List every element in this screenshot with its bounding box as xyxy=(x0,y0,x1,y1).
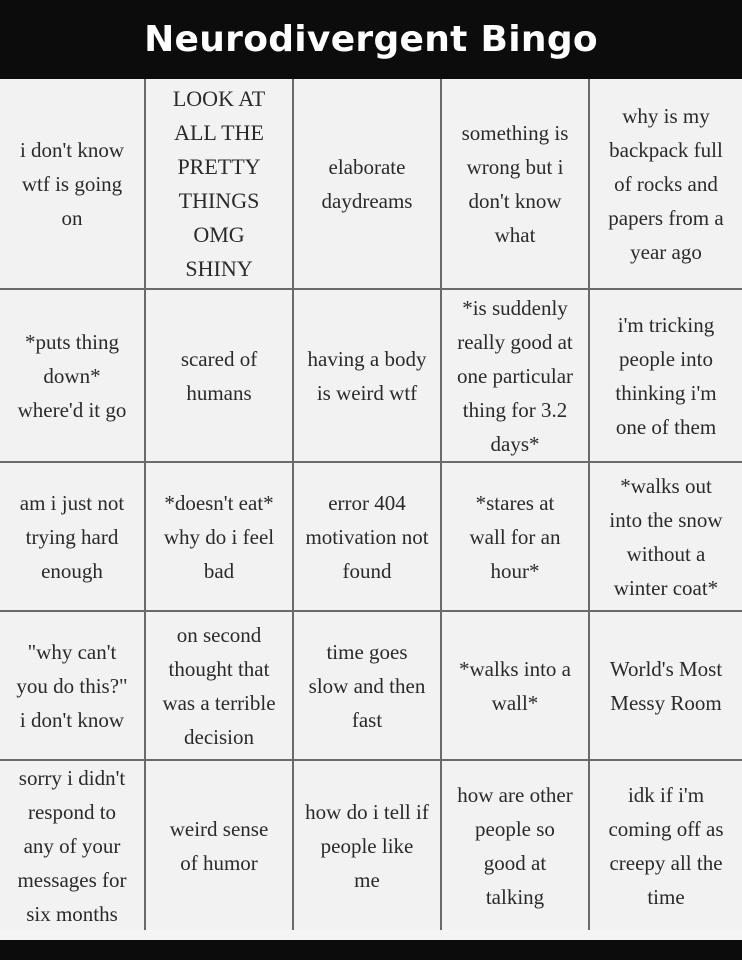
bingo-cell-text: i don't know wtf is going on xyxy=(19,137,125,230)
bingo-cell-text: having a body is weird wtf xyxy=(307,346,427,405)
bingo-cell-text: *stares at wall for an hour* xyxy=(469,490,561,583)
bingo-cell xyxy=(146,290,292,461)
bingo-cell xyxy=(146,463,292,610)
bingo-cell xyxy=(294,290,440,461)
bingo-cell xyxy=(294,79,440,288)
bingo-cell-text: how do i tell if people like me xyxy=(305,799,429,892)
bingo-cell xyxy=(0,612,144,759)
bingo-cell xyxy=(590,290,742,461)
bingo-cell-text: weird sense of humor xyxy=(169,816,269,875)
bingo-cell xyxy=(442,612,588,759)
bingo-cell xyxy=(146,761,292,930)
bingo-cell xyxy=(590,79,742,288)
bingo-cell-text: scared of humans xyxy=(180,346,258,405)
bingo-cell xyxy=(442,463,588,610)
bingo-cell xyxy=(294,463,440,610)
bingo-cell xyxy=(590,761,742,930)
bingo-cell xyxy=(294,612,440,759)
bingo-cell-text: World's Most Messy Room xyxy=(609,656,723,715)
bingo-cell-text: why is my backpack full of rocks and papers from a year ago xyxy=(608,103,724,264)
bingo-cell xyxy=(590,612,742,759)
bingo-cell xyxy=(0,463,144,610)
bingo-cell-text: *walks into a wall* xyxy=(459,656,571,715)
bingo-cell-text: *doesn't eat* why do i feel bad xyxy=(163,490,275,583)
bingo-cell xyxy=(0,761,144,930)
bingo-cell-text: idk if i'm coming off as creepy all the time xyxy=(608,782,724,909)
bingo-cell xyxy=(442,79,588,288)
bingo-cell xyxy=(146,79,292,288)
bingo-cell xyxy=(0,290,144,461)
bingo-cell-text: "why can't you do this?" i don't know xyxy=(16,639,128,732)
bingo-cell-text: error 404 motivation not found xyxy=(305,490,429,583)
bingo-cell-text: LOOK AT ALL THE PRETTY THINGS OMG SHINY xyxy=(172,85,266,281)
bingo-grid xyxy=(0,79,742,930)
bingo-cell-text: *is suddenly really good at one particular thing for 3.2 days* xyxy=(456,295,574,456)
bingo-cell xyxy=(294,761,440,930)
bingo-cell-text: time goes slow and then fast xyxy=(308,639,426,732)
bingo-cell-text: on second thought that was a terrible decision xyxy=(162,622,276,749)
page-title: Neurodivergent Bingo xyxy=(144,19,598,60)
title-banner xyxy=(0,0,742,79)
bingo-cell-text: how are other people so good at talking xyxy=(457,782,573,909)
bingo-cell-text: am i just not trying hard enough xyxy=(19,490,125,583)
bingo-cell-text: *puts thing down* where'd it go xyxy=(17,329,127,422)
bottom-bar xyxy=(0,940,742,960)
bingo-cell xyxy=(590,463,742,610)
bingo-cell-text: *walks out into the snow without a winter coat* xyxy=(609,473,723,600)
bingo-cell xyxy=(0,79,144,288)
bingo-cell xyxy=(442,761,588,930)
bingo-cell xyxy=(442,290,588,461)
bingo-cell-text: sorry i didn't respond to any of your messages for six months xyxy=(17,765,127,926)
bingo-cell-text: elaborate daydreams xyxy=(321,154,413,213)
bingo-cell-text: something is wrong but i don't know what xyxy=(461,120,569,247)
bingo-cell xyxy=(146,612,292,759)
bingo-cell-text: i'm tricking people into thinking i'm one of them xyxy=(615,312,717,439)
